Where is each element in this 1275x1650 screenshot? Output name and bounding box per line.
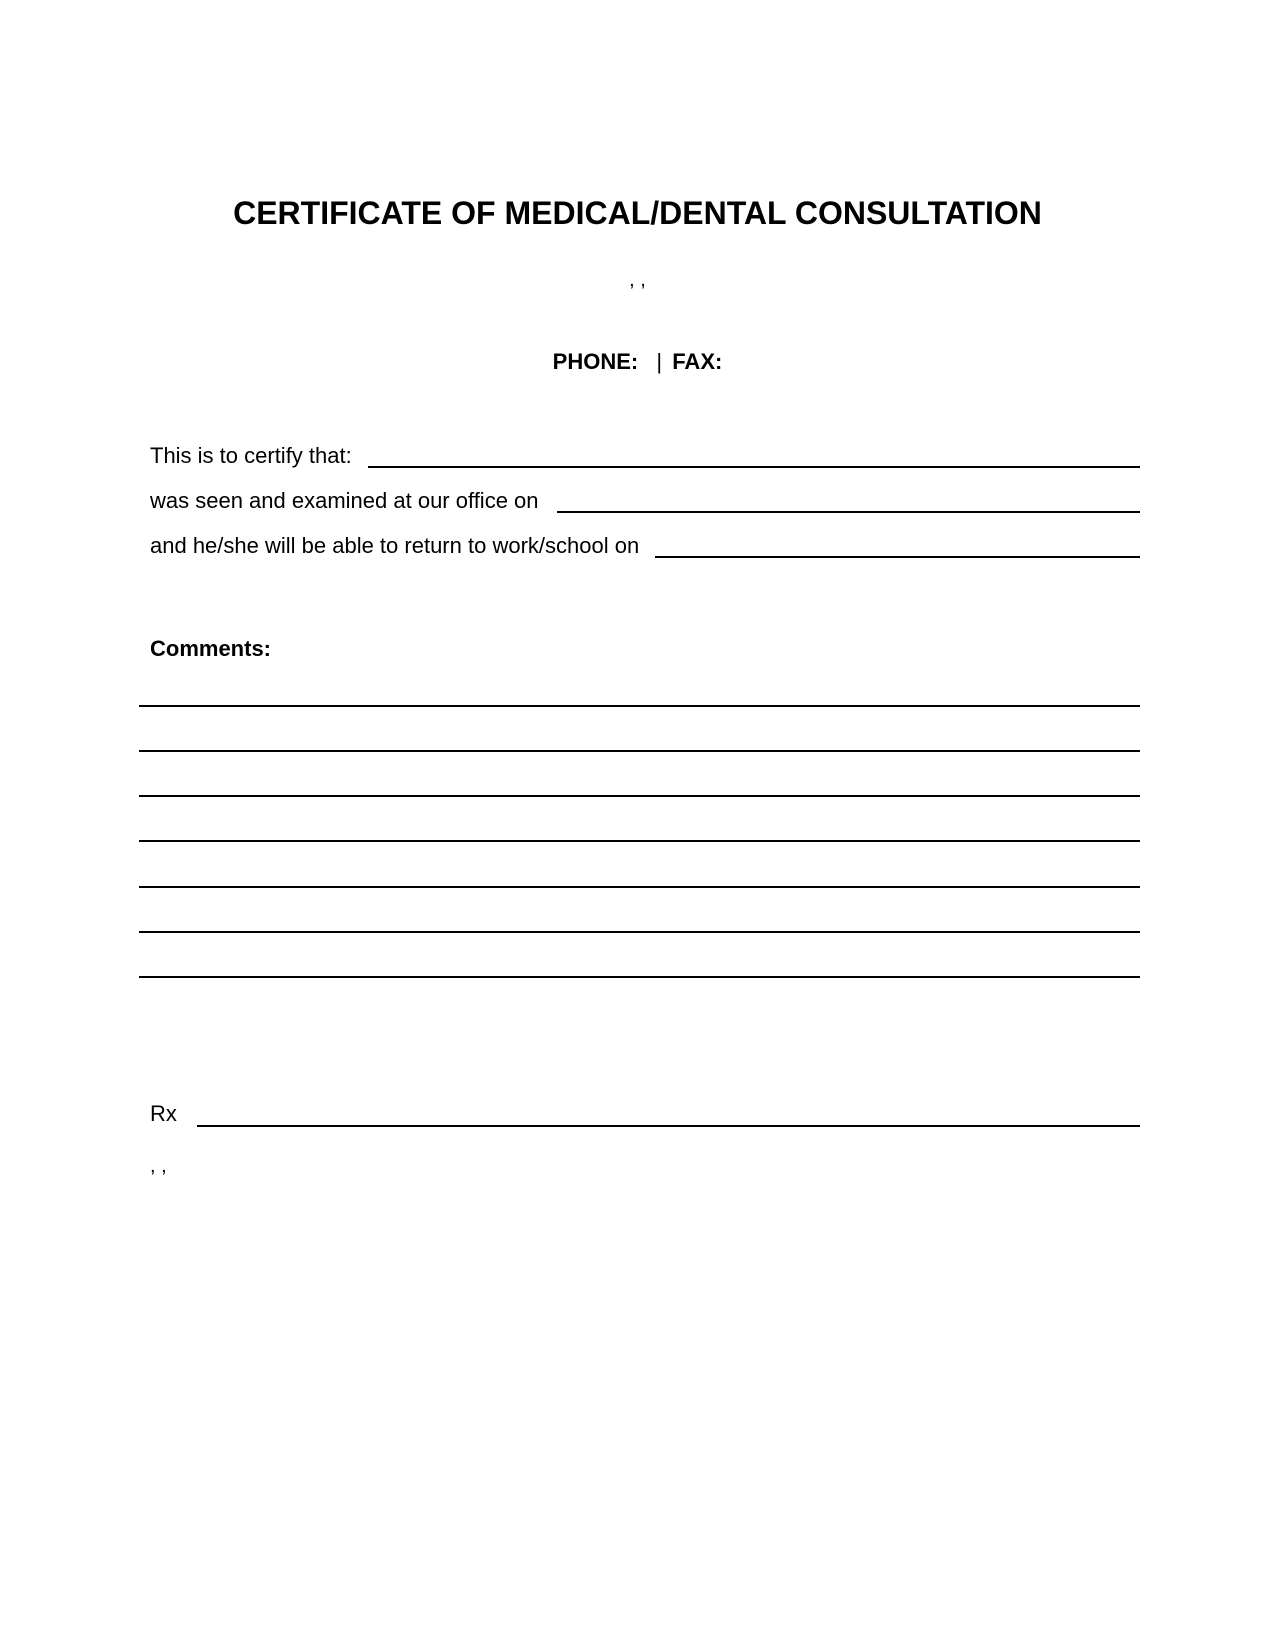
contact-separator: |: [656, 349, 663, 374]
return-label: and he/she will be able to return to work/school on: [150, 533, 640, 558]
return-date-field[interactable]: [655, 556, 1140, 558]
comment-line[interactable]: [139, 795, 1140, 797]
contact-info: [0, 349, 1275, 375]
office-address: , ,: [629, 269, 646, 291]
comment-line[interactable]: [139, 705, 1140, 707]
comment-line[interactable]: [139, 840, 1140, 842]
patient-name-field[interactable]: [368, 466, 1140, 468]
certify-row: [150, 440, 1140, 472]
phone-label: PHONE:: [552, 349, 639, 374]
rx-row: [150, 1097, 1140, 1131]
comment-line[interactable]: [139, 976, 1140, 978]
examined-row: [150, 485, 1140, 517]
comments-label: Comments:: [150, 636, 272, 661]
rx-label: Rx: [150, 1101, 177, 1126]
signature-address: , ,: [150, 1155, 167, 1177]
comment-line[interactable]: [139, 886, 1140, 888]
fax-label: FAX:: [672, 349, 723, 374]
exam-date-field[interactable]: [557, 511, 1140, 513]
comment-line[interactable]: [139, 931, 1140, 933]
certificate-title: CERTIFICATE OF MEDICAL/DENTAL CONSULTATION: [233, 195, 1042, 231]
examined-label: was seen and examined at our office on: [150, 488, 539, 513]
return-row: [150, 530, 1140, 562]
comment-line[interactable]: [139, 750, 1140, 752]
signature-field[interactable]: [197, 1125, 1140, 1127]
certify-label: This is to certify that:: [150, 443, 352, 468]
